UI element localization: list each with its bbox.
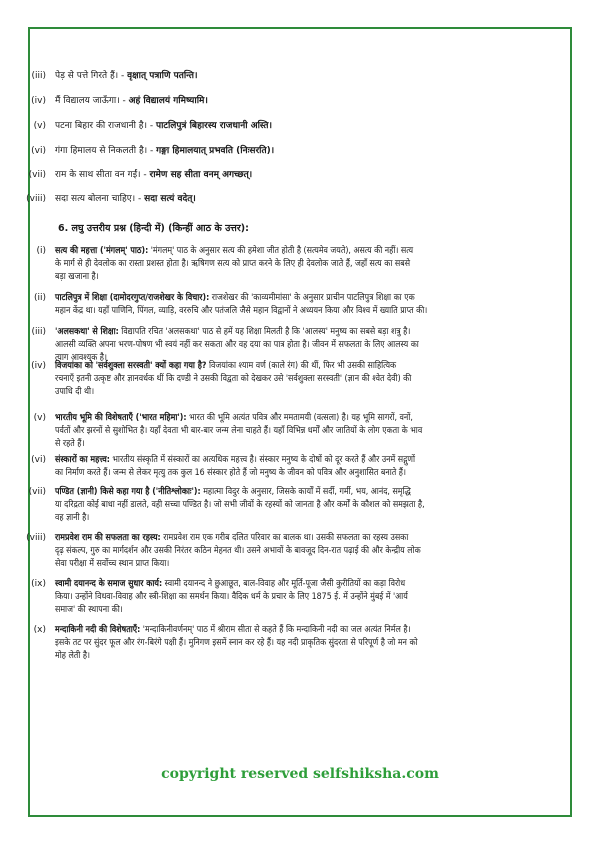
answer-text: महान केंद्र था। यहाँ पाणिनि, पिंगल, व्याड़ि, वररुचि और पतंजलि जैसे महान विद्वानों ने अध्ययन किया और विश्व में ख्याति प्राप्त की।	[55, 306, 428, 316]
item-text	[55, 70, 582, 83]
answer-text: राजशेखर की 'काव्यमीमांसा' के अनुसार प्राचीन पाटलिपुत्र शिक्षा का एक	[209, 293, 415, 303]
answer-title: सत्य की महत्ता ('मंगलम्' पाठ):	[55, 246, 149, 256]
answer-line	[55, 532, 517, 545]
answer-line	[55, 438, 517, 451]
answer-line	[55, 637, 517, 650]
item-number: (iii)	[31, 327, 46, 337]
item-text	[55, 95, 582, 108]
answer-line	[55, 373, 517, 386]
answer-line	[55, 360, 517, 373]
hindi-sentence: मैं विद्यालय जाऊँगा। -	[55, 96, 129, 106]
sanskrit-translation: सदा सत्यं वदेत्।	[144, 194, 196, 204]
item-text	[55, 454, 582, 480]
answer-line	[55, 292, 517, 305]
answer-line	[55, 499, 517, 512]
item-number: (iv)	[31, 96, 46, 106]
answer-title: रामप्रवेश राम की सफलता का रहस्य:	[55, 533, 161, 543]
answer-text: भारत की भूमि अत्यंत पवित्र और ममतामयी (वत्सला) है। यह भूमि सागरों, वनों,	[186, 413, 413, 423]
answer-text: रामप्रवेश राम एक गरीब दलित परिवार का बालक था। उसकी सफलता का रहस्य उसका	[160, 533, 409, 543]
answer-text: सेवा परीक्षा में सर्वोच्च स्थान प्राप्त किया।	[55, 559, 170, 569]
answer-line	[55, 339, 517, 352]
answer-line	[55, 624, 517, 637]
answer-text: से रहते हैं।	[55, 439, 85, 449]
item-text	[55, 578, 582, 617]
item-text	[55, 169, 582, 182]
answer-line	[55, 558, 517, 571]
answer-text: त्याग आवश्यक है।	[55, 353, 107, 363]
hindi-sentence: राम के साथ सीता वन गईं। -	[55, 170, 150, 180]
item-text	[55, 486, 582, 525]
answer-text: बड़ा खजाना है।	[55, 272, 99, 282]
item-number: (vi)	[31, 146, 46, 156]
sanskrit-translation: रामेण सह सीता वनम् अगच्छत्।	[149, 170, 253, 180]
answer-text: मोह लेती है।	[55, 651, 91, 661]
item-number: (x)	[33, 625, 46, 635]
answer-text: के मार्ग से ही देवलोक का रास्ता प्रशस्त होता है। ऋषिगण सत्य को प्राप्त करने के लिए ही देवलोक जाते हैं, जहाँ सत्य का सबसे	[55, 259, 411, 269]
answer-text: या दरिद्रता कोई बाधा नहीं डालते, वही सच्चा पण्डित है। जो सभी जीवों के रहस्यों को जानता है और कर्मों के कौशल को समझता है,	[55, 500, 425, 510]
section-heading: 6. लघु उत्तरीय प्रश्न (हिन्दी में) (किन्हीं आठ के उत्तर):	[58, 223, 249, 234]
hindi-sentence: पटना बिहार की राजधानी है। -	[55, 121, 156, 131]
answer-line	[55, 650, 517, 663]
hindi-sentence: गंगा हिमालय से निकलती है। -	[55, 146, 157, 156]
answer-text: पर्वतों और झरनों से सुशोभित है। यहाँ देवता भी बार-बार जन्म लेना चाहते हैं। यहाँ विभिन्न धर्मों और जातियों के लोग एकता के भाव	[55, 426, 423, 436]
answer-line	[55, 578, 517, 591]
answer-line	[55, 545, 517, 558]
answer-line	[55, 258, 517, 271]
answer-title: विजयांका को 'सर्वशुक्ला सरस्वती' क्यों कहा गया है?	[55, 361, 207, 371]
item-number: (viii)	[26, 533, 46, 543]
answer-text: महात्मा विदुर के अनुसार, जिसके कार्यों में सर्दी, गर्मी, भय, आनंद, समृद्धि	[200, 487, 411, 497]
answer-title: पण्डित (ज्ञानी) किसे कहा गया है ('नीतिश्लोकाः'):	[55, 487, 201, 497]
item-number: (v)	[33, 413, 46, 423]
answer-title: 'अलसकथा' से शिक्षा:	[55, 327, 119, 337]
copyright-footer: copyright reserved selfshiksha.com	[161, 766, 439, 782]
item-text	[55, 624, 582, 663]
answer-line	[55, 425, 517, 438]
item-number: (v)	[33, 121, 46, 131]
answer-title: भारतीय भूमि की विशेषताएँ ('भारत महिमा'):	[55, 413, 187, 423]
item-number: (viii)	[26, 194, 46, 204]
answer-line	[55, 386, 517, 399]
answer-title: संस्कारों का महत्त्व:	[55, 455, 110, 465]
item-text	[55, 532, 582, 571]
answer-text: समाज' की स्थापना की।	[55, 605, 123, 615]
item-number: (iv)	[31, 361, 46, 371]
item-text	[55, 360, 582, 399]
hindi-sentence: पेड़ से पत्ते गिरते हैं। -	[55, 71, 128, 81]
answer-line	[55, 454, 517, 467]
answer-text: आलसी व्यक्ति अपना भरण-पोषण भी स्वयं नहीं कर सकता और वह दया का पात्र होता है। जीवन में सफलता के लिए आलस्य का	[55, 340, 419, 350]
item-number: (ix)	[31, 579, 46, 589]
item-number: (vii)	[28, 170, 46, 180]
answer-line	[55, 467, 517, 480]
item-text	[55, 120, 582, 133]
answer-line	[55, 326, 517, 339]
answer-line	[55, 412, 517, 425]
answer-text: किया। उन्होंने विधवा-विवाह और स्त्री-शिक्षा का समर्थन किया। वैदिक धर्म के प्रचार के लिए 1875 ई. में उन्होंने मुंबई में 'आर्य	[55, 592, 408, 602]
answer-text: स्वामी दयानन्द ने छुआछूत, बाल-विवाह और मूर्ति-पूजा जैसी कुरीतियों का कड़ा विरोध	[162, 579, 406, 589]
item-text	[55, 193, 582, 206]
answer-text: दृढ़ संकल्प, गुरु का मार्गदर्शन और उसकी निरंतर कठिन मेहनत थी। उसने अभावों के बावजूद दिन-रात पढ़ाई की और केन्द्रीय लोक	[55, 546, 421, 556]
answer-text: वह ज्ञानी है।	[55, 513, 90, 523]
sanskrit-translation: गङ्गा हिमालयात् प्रभवति (निःसरति)।	[156, 146, 275, 156]
answer-text: विजयांका श्याम वर्ण (काले रंग) की थीं, फिर भी उसकी साहित्यिक	[206, 361, 397, 371]
answer-text: 'मन्दाकिनीवर्णनम्' पाठ में श्रीराम सीता से कहते हैं कि मन्दाकिनी नदी का जल अत्यंत निर्मल है।	[140, 625, 411, 635]
answer-text: भारतीय संस्कृति में संस्कारों का अत्यधिक महत्त्व है। संस्कार मनुष्य के दोषों को दूर करते हैं और उनमें सद्गुणों	[109, 455, 416, 465]
item-text	[55, 245, 582, 284]
item-number: (vii)	[28, 487, 46, 497]
sanskrit-translation: पाटलिपुत्रं बिहारस्य राजधानी अस्ति।	[155, 121, 272, 131]
answer-title: मन्दाकिनी नदी की विशेषताएँ:	[55, 625, 141, 635]
answer-title: स्वामी दयानन्द के समाज सुधार कार्य:	[55, 579, 163, 589]
answer-text: का निर्माण करते हैं। जन्म से लेकर मृत्यु तक कुल 16 संस्कार होते हैं जो मनुष्य के जीवन को पवित्र और अनुशासित बनाते हैं।	[55, 468, 406, 478]
sanskrit-translation: वृक्षात् पत्राणि पतन्ति।	[127, 71, 198, 81]
hindi-sentence: सदा सत्य बोलना चाहिए। -	[55, 194, 145, 204]
item-text	[55, 412, 582, 451]
item-text	[55, 145, 582, 158]
answer-text: रचनाएँ इतनी उत्कृष्ट और ज्ञानवर्धक थीं कि दण्डी ने उसकी विद्वता को देखकर उसे 'सर्वशुक्ला सरस्वती' (ज्ञान की श्वेत देवी) की	[55, 374, 412, 384]
answer-line	[55, 512, 517, 525]
answer-line	[55, 305, 517, 318]
sanskrit-translation: अहं विद्यालयं गमिष्यामि।	[128, 96, 208, 106]
item-number: (vi)	[31, 455, 46, 465]
answer-text: विद्यापति रचित 'अलसकथा' पाठ से हमें यह शिक्षा मिलती है कि 'आलस्य' मनुष्य का सबसे बड़ा शत्रु है।	[118, 327, 411, 337]
answer-line	[55, 486, 517, 499]
answer-line	[55, 245, 517, 258]
answer-line	[55, 271, 517, 284]
answer-line	[55, 591, 517, 604]
answer-title: पाटलिपुत्र में शिक्षा (दामोदरगुप्त/राजशेखर के विचार):	[55, 293, 210, 303]
item-number: (i)	[36, 246, 46, 256]
item-number: (ii)	[33, 293, 46, 303]
item-text	[55, 292, 582, 318]
answer-line	[55, 604, 517, 617]
item-number: (iii)	[31, 71, 46, 81]
answer-text: उपाधि दी थी।	[55, 387, 95, 397]
answer-text: इसके तट पर सुंदर फूल और रंग-बिरंगे पक्षी हैं। मुनिगण इसमें स्नान कर रहे हैं। यह नदी प्राकृतिक सुंदरता से परिपूर्ण है जो मन को	[55, 638, 418, 648]
answer-text: 'मंगलम्' पाठ के अनुसार सत्य की हमेशा जीत होती है (सत्यमेव जयते), असत्य की नहीं। सत्य	[148, 246, 414, 256]
